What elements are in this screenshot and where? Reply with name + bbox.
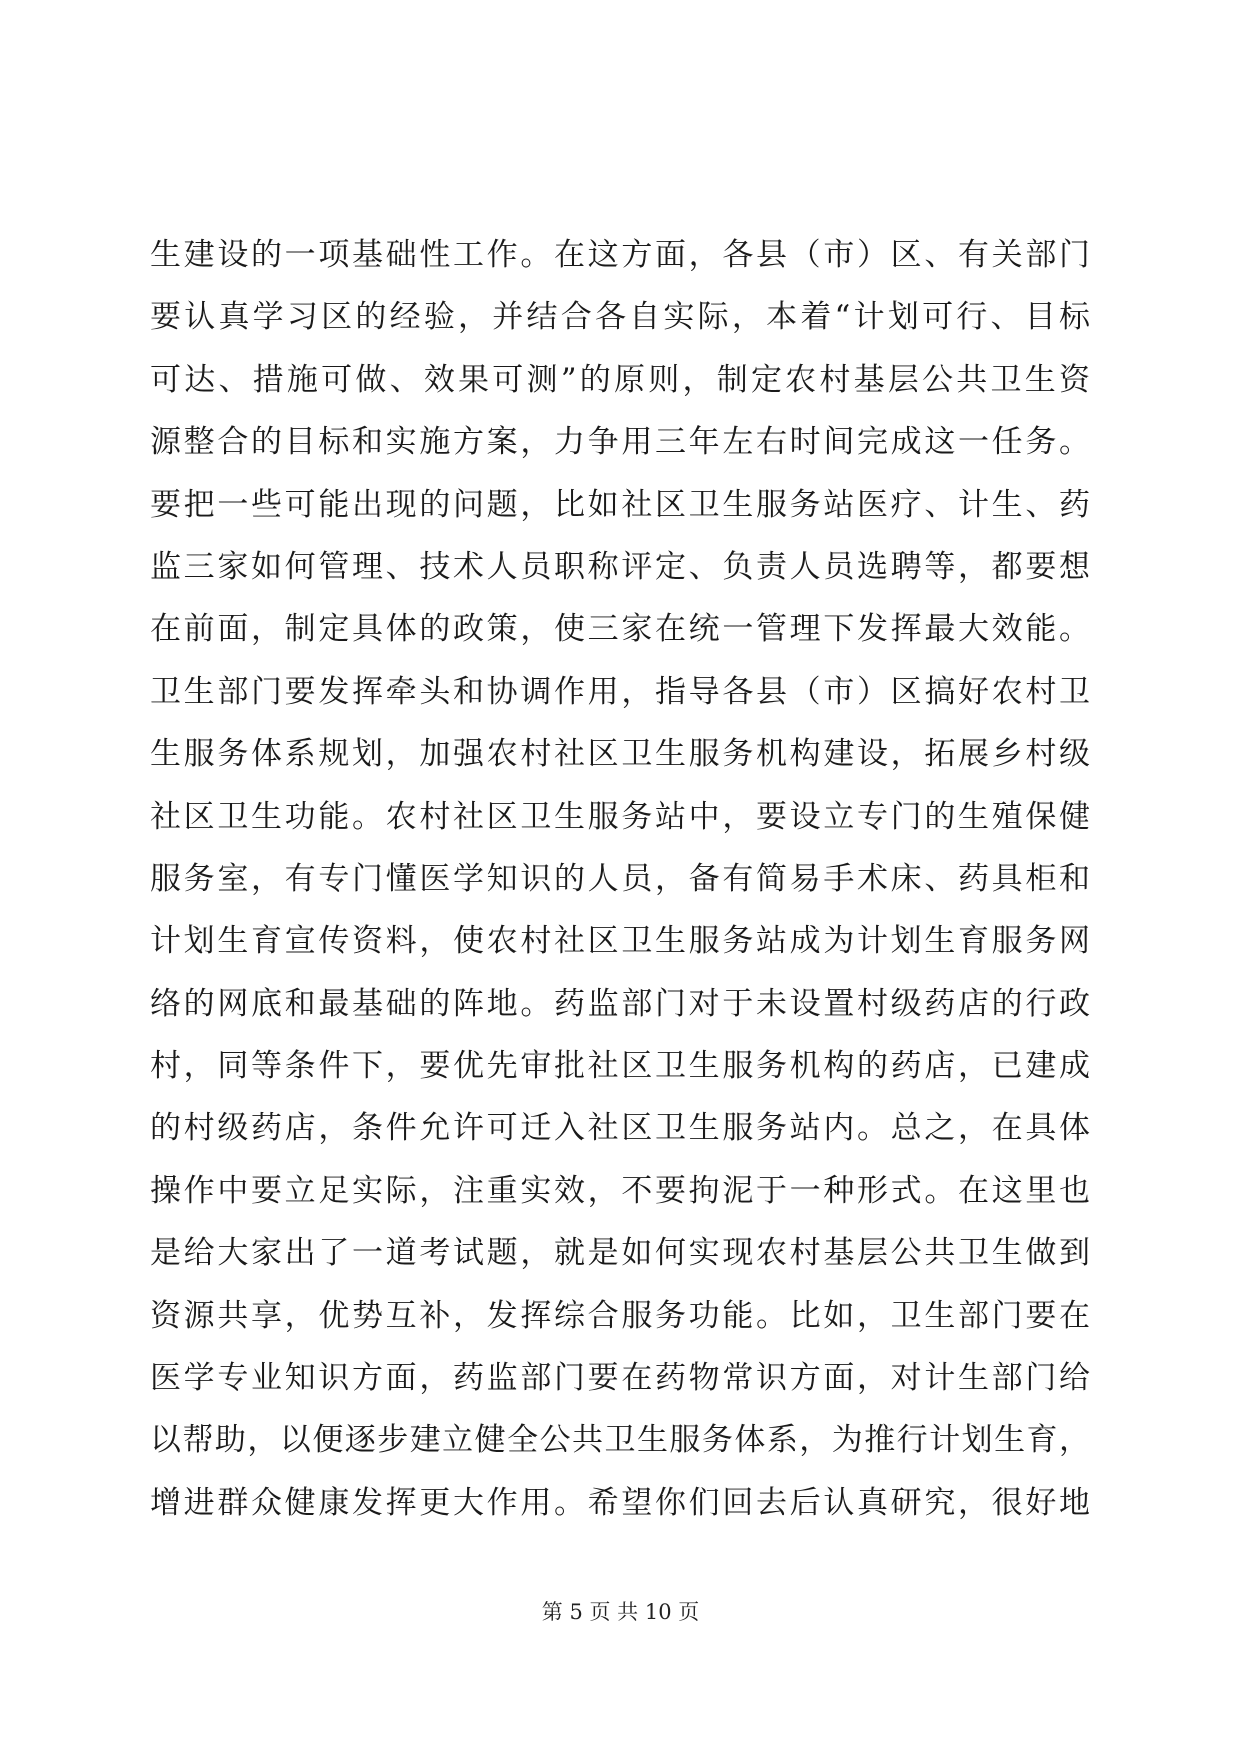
text-line: 村，同等条件下，要优先审批社区卫生服务机构的药店，已建成 — [150, 1048, 1090, 1085]
text-line: 医学专业知识方面，药监部门要在药物常识方面，对计生部门给 — [150, 1360, 1090, 1397]
text-line: 生建设的一项基础性工作。在这方面，各县（市）区、有关部门 — [150, 237, 1090, 273]
text-line: 以帮助，以便逐步建立健全公共卫生服务体系，为推行计划生育， — [150, 1422, 1090, 1459]
body-text — [150, 224, 1090, 1534]
text-line: 的村级药店，条件允许可迁入社区卫生服务站内。总之，在具体 — [150, 1110, 1090, 1147]
text-line: 服务室，有专门懂医学知识的人员，备有简易手术床、药具柜和 — [150, 860, 1090, 897]
text-line: 资源共享，优势互补，发挥综合服务功能。比如，卫生部门要在 — [150, 1297, 1090, 1334]
text-line: 络的网底和最基础的阵地。药监部门对于未设置村级药店的行政 — [150, 985, 1090, 1022]
text-line: 是给大家出了一道考试题，就是如何实现农村基层公共卫生做到 — [150, 1235, 1090, 1272]
text-line: 在前面，制定具体的政策，使三家在统一管理下发挥最大效能。 — [150, 611, 1090, 648]
text-line: 社区卫生功能。农村社区卫生服务站中，要设立专门的生殖保健 — [150, 798, 1090, 835]
text-line: 增进群众健康发挥更大作用。希望你们回去后认真研究，很好地 — [150, 1484, 1090, 1521]
text-line: 生服务体系规划，加强农村社区卫生服务机构建设，拓展乡村级 — [150, 736, 1090, 773]
page-number: 第 5 页 共 10 页 — [541, 1600, 700, 1624]
text-line: 计划生育宣传资料，使农村社区卫生服务站成为计划生育服务网 — [150, 923, 1090, 960]
text-line: 卫生部门要发挥牵头和协调作用，指导各县（市）区搞好农村卫 — [150, 673, 1090, 710]
text-line: 源整合的目标和实施方案，力争用三年左右时间完成这一任务。 — [150, 424, 1090, 461]
page-footer — [0, 1596, 1241, 1626]
text-line: 可达、措施可做、效果可测”的原则，制定农村基层公共卫生资 — [150, 361, 1090, 398]
text-line: 监三家如何管理、技术人员职称评定、负责人员选聘等，都要想 — [150, 548, 1090, 585]
text-line: 操作中要立足实际，注重实效，不要拘泥于一种形式。在这里也 — [150, 1172, 1090, 1209]
text-line: 要认真学习区的经验，并结合各自实际，本着“计划可行、目标 — [150, 299, 1090, 336]
text-line: 要把一些可能出现的问题，比如社区卫生服务站医疗、计生、药 — [150, 486, 1090, 523]
